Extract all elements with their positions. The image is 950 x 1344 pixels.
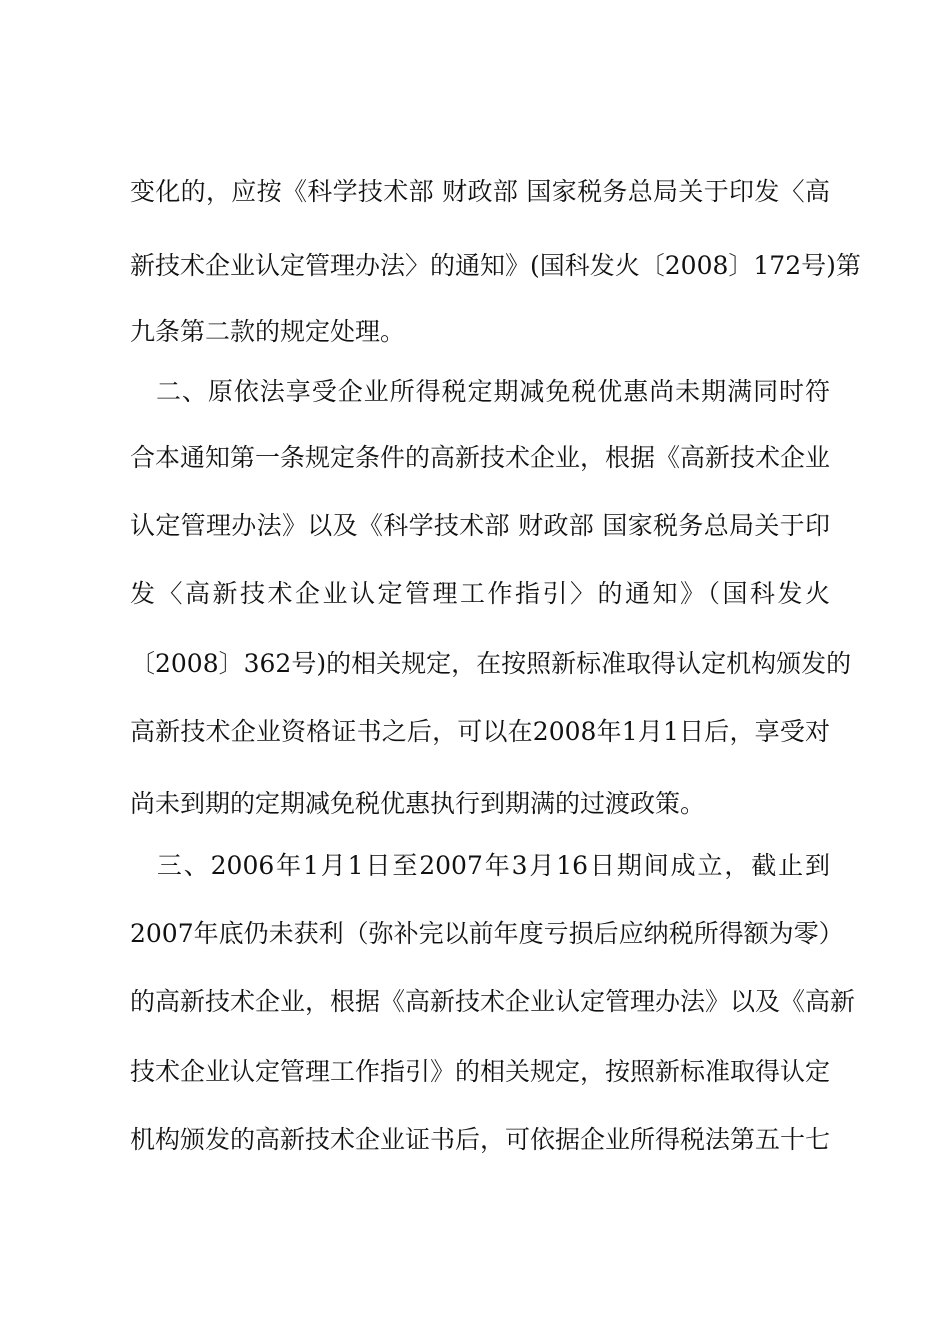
- text-line: 发〈高新技术企业认定管理工作指引〉的通知》（国科发火: [130, 579, 830, 608]
- text-line: 尚未到期的定期减免税优惠执行到期满的过渡政策。: [130, 789, 706, 818]
- text-line: 认定管理办法》以及《科学技术部 财政部 国家税务总局关于印: [130, 511, 830, 540]
- text-line: 二、原依法享受企业所得税定期减免税优惠尚未期满同时符: [130, 377, 830, 406]
- text-line: 的高新技术企业，根据《高新技术企业认定管理办法》以及《高新: [130, 987, 856, 1016]
- text-line: 变化的，应按《科学技术部 财政部 国家税务总局关于印发〈高: [130, 177, 830, 206]
- text-line: 九条第二款的规定处理。: [130, 317, 406, 346]
- text-line: 新技术企业认定管理办法〉的通知》(国科发火〔2008〕172号)第: [130, 251, 861, 280]
- text-line: 三、2006年1月1日至2007年3月16日期间成立，截止到: [130, 851, 830, 880]
- text-line: 技术企业认定管理工作指引》的相关规定，按照新标准取得认定: [130, 1057, 831, 1086]
- text-line: 合本通知第一条规定条件的高新技术企业，根据《高新技术企业: [130, 443, 831, 472]
- text-line: 〔2008〕362号)的相关规定，在按照新标准取得认定机构颁发的: [130, 649, 852, 678]
- text-line: 高新技术企业资格证书之后，可以在2008年1月1日后，享受对: [130, 717, 830, 746]
- text-line: 机构颁发的高新技术企业证书后，可依据企业所得税法第五十七: [130, 1125, 831, 1154]
- text-line: 2007年底仍未获利（弥补完以前年度亏损后应纳税所得额为零）: [130, 919, 844, 948]
